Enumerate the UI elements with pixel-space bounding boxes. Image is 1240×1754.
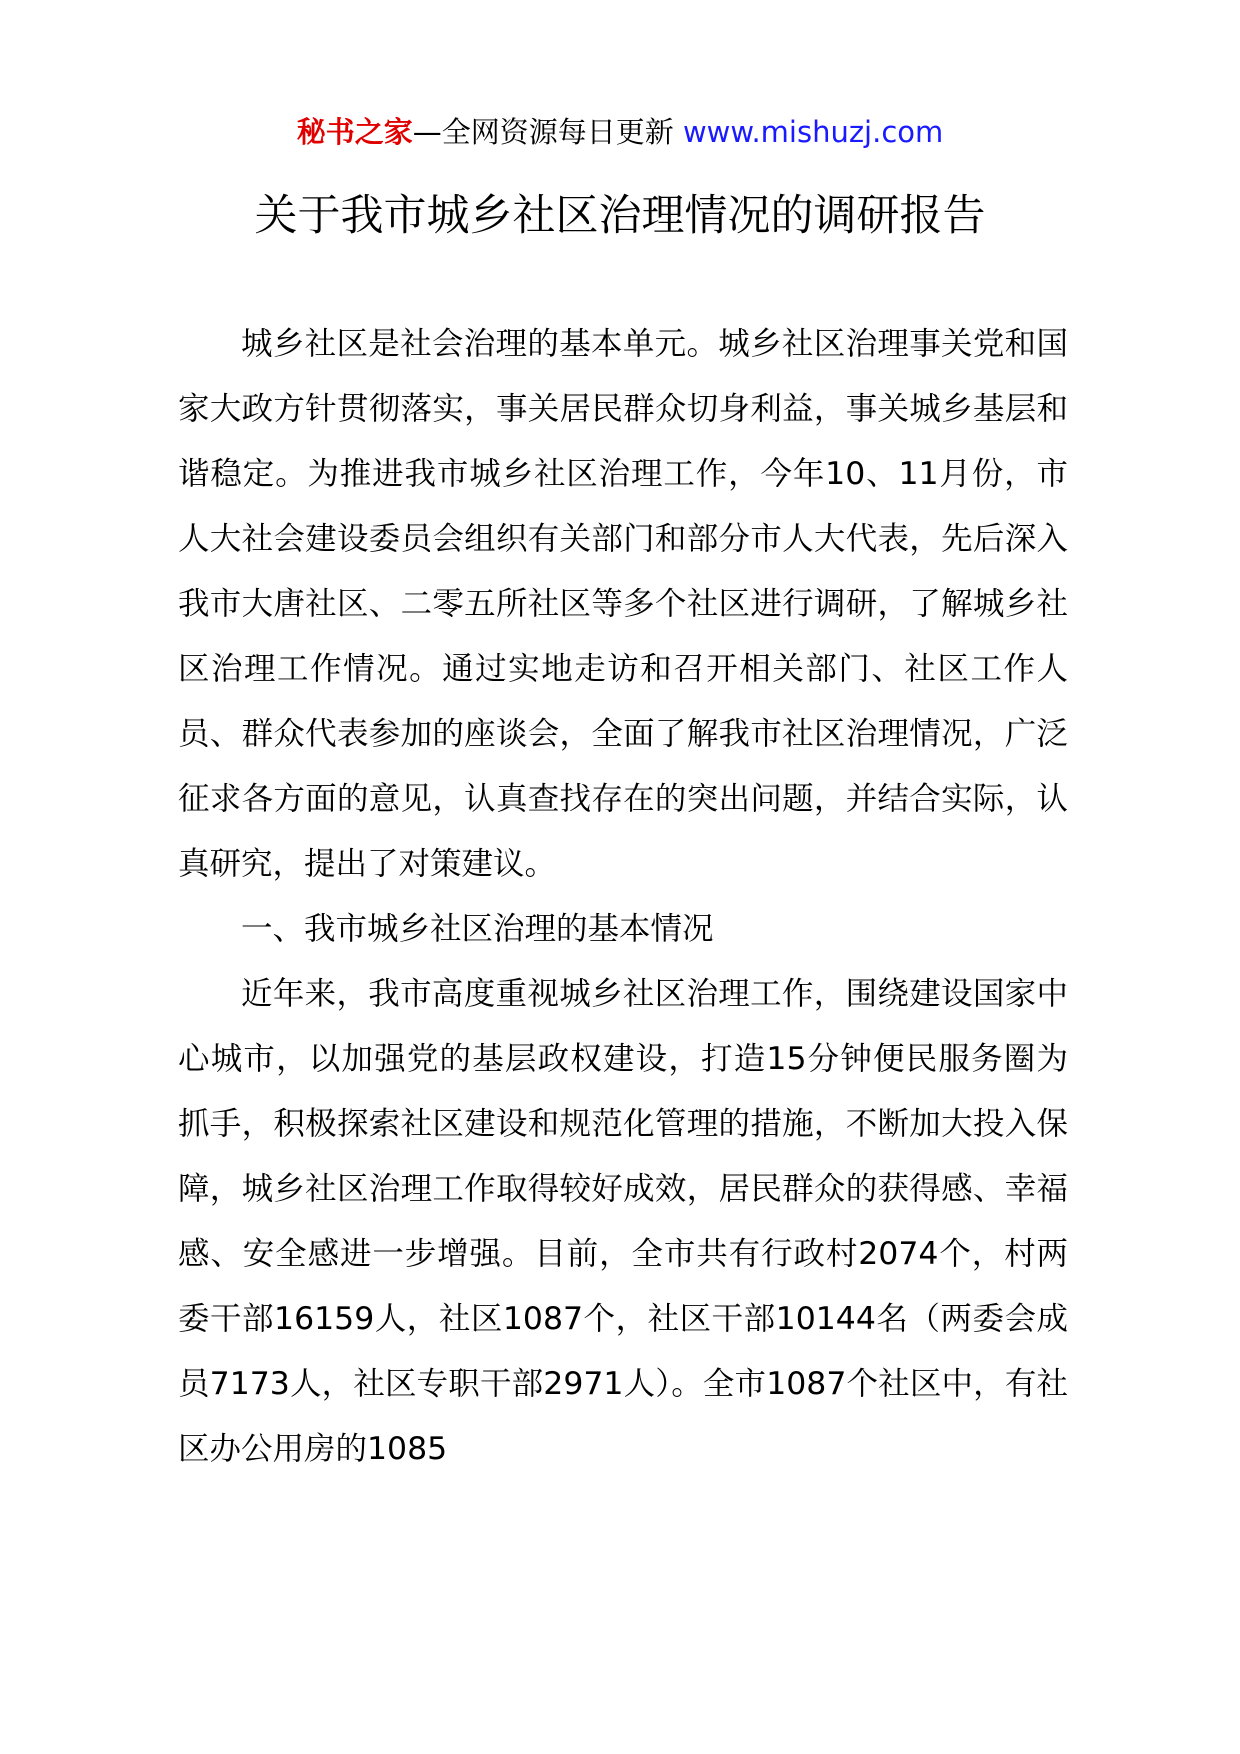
site-tagline: —全网资源每日更新 — [412, 115, 683, 149]
site-url-link[interactable]: www.mishuzj.com — [682, 115, 944, 149]
section-paragraph: 近年来，我市高度重视城乡社区治理工作，围绕建设国家中心城市，以加强党的基层政权建设，打造15分钟便民服务圈为抓手，积极探索社区建设和规范化管理的措施，不断加大投入保障，城乡社区治理工作取得较好成效，居民群众的获得感、幸福感、安全感进一步增强。目前，全市共有行政村2074个，村两委干部16159人，社区1087个，社区干部10144名（两委会成员7173人，社区专职干部2971人）。全市1087个社区中，有社区办公用房的1085 — [178, 976, 1068, 1467]
site-banner — [0, 112, 1240, 152]
section-heading: 一、我市城乡社区治理的基本情况 — [241, 911, 714, 947]
document-title: 关于我市城乡社区治理情况的调研报告 — [254, 191, 986, 241]
document-body — [178, 312, 1068, 1482]
site-brand: 秘书之家 — [296, 115, 413, 149]
intro-paragraph: 城乡社区是社会治理的基本单元。城乡社区治理事关党和国家大政方针贯彻落实，事关居民群众切身利益，事关城乡基层和谐稳定。为推进我市城乡社区治理工作，今年10、11月份，市人大社会建设委员会组织有关部门和部分市人大代表，先后深入我市大唐社区、二零五所社区等多个社区进行调研，了解城乡社区治理工作情况。通过实地走访和召开相关部门、社区工作人员、群众代表参加的座谈会，全面了解我市社区治理情况，广泛征求各方面的意见，认真查找存在的突出问题，并结合实际，认真研究，提出了对策建议。 — [178, 326, 1068, 882]
